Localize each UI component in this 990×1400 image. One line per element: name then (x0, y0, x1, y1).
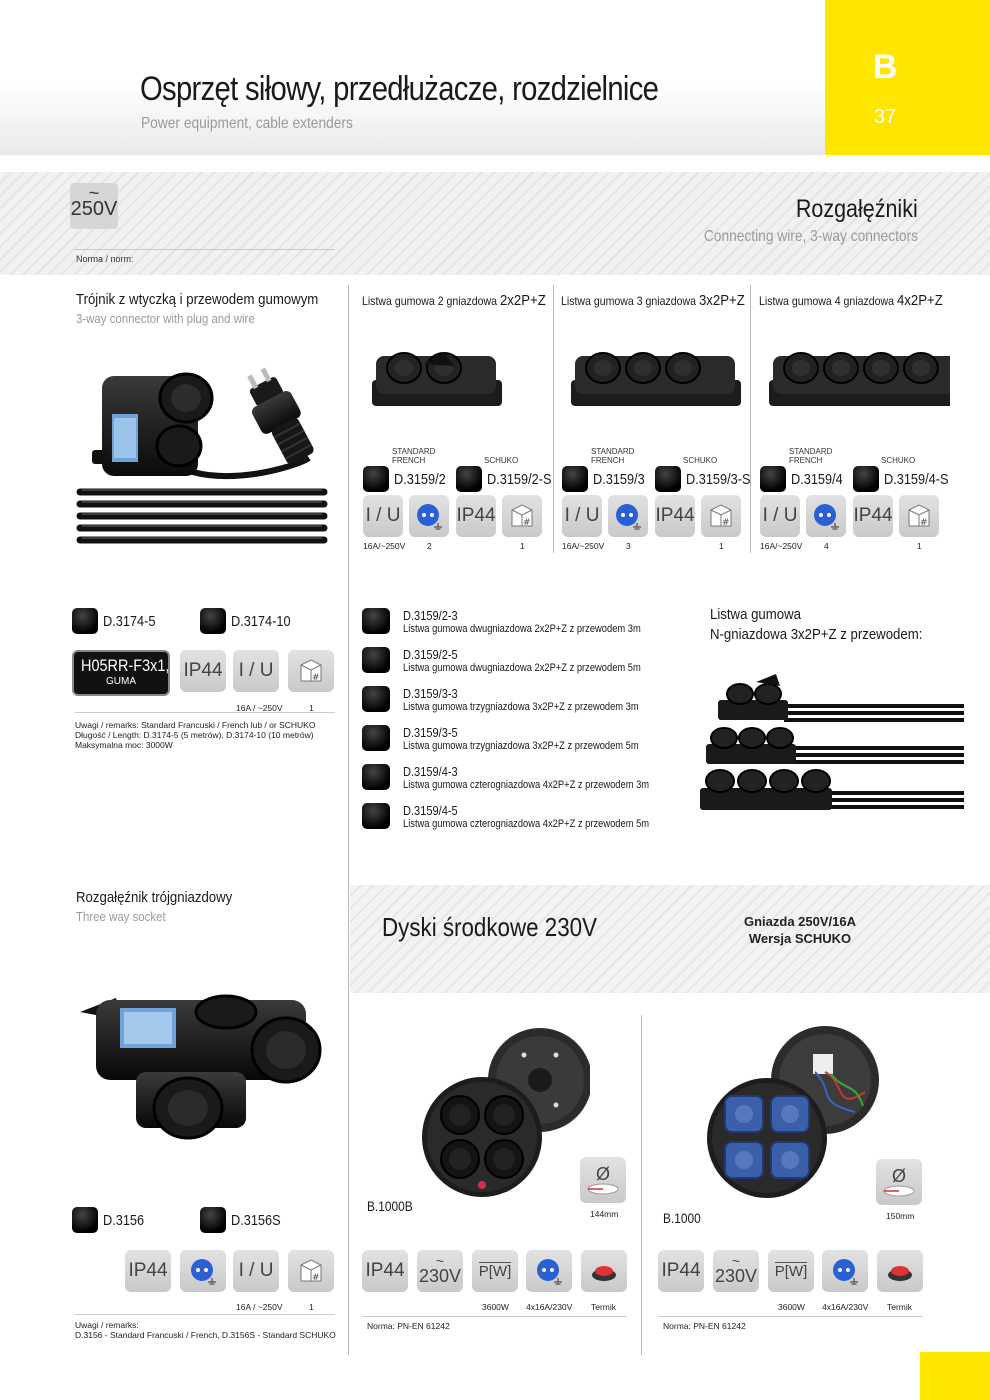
socket-spec-note: Gniazda 250V/16A Wersja SCHUKO (744, 914, 856, 946)
voltage-current-icon: I / U (233, 650, 279, 692)
strip-title: Listwa gumowa 2 gniazdowa 2x2P+Z (362, 292, 546, 309)
code-swatch (456, 466, 482, 492)
product-code: D.3159/4 (760, 466, 852, 492)
column-divider (641, 1015, 642, 1355)
grounded-socket-icon (180, 1250, 226, 1292)
power-value: 3600W (482, 1302, 509, 1312)
page-subtitle: Power equipment, cable extenders (141, 115, 353, 132)
voltage-icon: ~ 230V (713, 1250, 759, 1292)
voltage-current-icon: I / U (363, 495, 403, 537)
product-code: D.3159/3-S (655, 466, 762, 492)
norma-value: Norma: PN-EN 61242 (367, 1321, 450, 1331)
socket-spec: 4x16A/230V (526, 1302, 573, 1312)
standard-label: STANDARD FRENCH (591, 447, 635, 465)
code-swatch (655, 466, 681, 492)
trojnik-photo (74, 358, 332, 552)
column-divider (553, 285, 554, 553)
pack-value: 1 (309, 1302, 314, 1312)
divider (75, 712, 335, 713)
package-icon (701, 495, 741, 537)
svg-text:#: # (312, 673, 320, 683)
termik-label: Termik (591, 1302, 617, 1312)
disc-photo-b1000 (705, 1022, 880, 1200)
code-swatch (72, 608, 98, 634)
product-code: B.1000 (663, 1210, 701, 1226)
product-code: D.3174-5 (72, 608, 165, 634)
socket-spec: 4x16A/230V (822, 1302, 869, 1312)
rating-value: 16A / ~250V (236, 1302, 283, 1312)
product-code: D.3156S (200, 1207, 289, 1233)
product-subtitle: 3-way connector with plug and wire (76, 311, 255, 326)
schuko-label: SCHUKO (881, 456, 916, 465)
package-icon (899, 495, 939, 537)
code-swatch (853, 466, 879, 492)
rating-value: 16A/~250V (363, 541, 406, 551)
divider (75, 1314, 335, 1315)
cable-type-badge: H05RR-F3x1,5 GUMA (72, 650, 170, 696)
remarks: Uwagi / remarks: Standard Francuski / French lub / or SCHUKO Długość / Length: D.3174-5 (5 metrów), D.3174-10 (10 metrów) Maksymalna moc: 3000W (75, 720, 316, 750)
code-swatch (362, 686, 390, 712)
voltage-badge (70, 183, 118, 229)
product-title: Trójnik z wtyczką i przewodem gumowym (76, 291, 319, 308)
product-title: Rozgałęźnik trójgniazdowy (76, 889, 233, 906)
tilde-icon: ~ (731, 1253, 741, 1269)
power-icon: P[W] (472, 1250, 518, 1292)
divider (75, 249, 335, 250)
code-swatch (362, 647, 390, 673)
tilde-icon: ~ (88, 183, 100, 203)
grounded-socket-icon (608, 495, 648, 537)
rating-value: 16A/~250V (760, 541, 803, 551)
code-swatch (362, 764, 390, 790)
code-swatch (760, 466, 786, 492)
norma-value: Norma: PN-EN 61242 (663, 1321, 746, 1331)
ip-rating-icon: IP44 (655, 495, 695, 537)
grounded-socket-icon (409, 495, 449, 537)
diameter-icon: Ø (580, 1157, 626, 1203)
section-title: Rozgałęźniki (796, 195, 918, 223)
product-code: D.3159/2 (363, 466, 455, 492)
wired-strips-photo (698, 668, 966, 840)
svg-text:#: # (722, 518, 730, 528)
page-corner-tab (920, 1352, 990, 1400)
pack-value: 1 (520, 541, 525, 551)
ip-rating-icon: IP44 (853, 495, 893, 537)
grounded-socket-icon (822, 1250, 868, 1292)
pack-value: 1 (309, 703, 314, 713)
three-way-socket-photo (76, 990, 332, 1150)
pack-value: 1 (917, 541, 922, 551)
voltage-current-icon: I / U (562, 495, 602, 537)
product-code: D.3159/2-S (456, 466, 563, 492)
divider (362, 1316, 627, 1317)
voltage-current-icon: I / U (233, 1250, 279, 1292)
divider (658, 1316, 923, 1317)
rating-value: 16A / ~250V (236, 703, 283, 713)
tilde-icon: ~ (435, 1253, 445, 1269)
code-swatch (363, 466, 389, 492)
power-icon: P[W] (768, 1250, 814, 1292)
package-icon (288, 1250, 334, 1292)
diameter-value: 150mm (886, 1211, 915, 1221)
product-code: D.3156 (72, 1207, 151, 1233)
product-code: D.3174-10 (200, 608, 301, 634)
ip-rating-icon: IP44 (125, 1250, 171, 1292)
pack-value: 1 (719, 541, 724, 551)
ip-rating-icon: IP44 (180, 650, 226, 692)
strip-photo (567, 340, 752, 415)
ip-rating-icon: IP44 (658, 1250, 704, 1292)
code-swatch (562, 466, 588, 492)
grounded-socket-icon (526, 1250, 572, 1292)
schuko-label: SCHUKO (683, 456, 718, 465)
ip-rating-icon: IP44 (456, 495, 496, 537)
standard-label: STANDARD FRENCH (789, 447, 833, 465)
svg-text:#: # (523, 518, 531, 528)
page-number: 37 (873, 106, 897, 128)
socket-count: 4 (824, 541, 829, 551)
socket-count: 3 (626, 541, 631, 551)
section-subtitle: Connecting wire, 3-way connectors (703, 228, 918, 245)
column-divider (750, 285, 751, 553)
strip-photo (368, 340, 553, 415)
norma-label: Norma / norm: (76, 254, 134, 264)
product-subtitle: Three way socket (76, 909, 166, 924)
strip-title: Listwa gumowa 4 gniazdowa 4x2P+Z (759, 292, 943, 309)
power-value: 3600W (778, 1302, 805, 1312)
voltage-icon: ~ 230V (417, 1250, 463, 1292)
product-code: D.3159/4-S (853, 466, 960, 492)
strip-title: Listwa gumowa 3 gniazdowa 3x2P+Z (561, 292, 745, 309)
thermal-switch-icon (877, 1250, 923, 1292)
code-swatch (200, 1207, 226, 1233)
wired-strip-heading: Listwa gumowa N-gniazdowa 3x2P+Z z przewodem: (710, 606, 923, 643)
rating-value: 16A/~250V (562, 541, 605, 551)
socket-count: 2 (427, 541, 432, 551)
column-divider (348, 285, 349, 1355)
chapter-letter: B (872, 48, 898, 86)
voltage-current-icon: I / U (760, 495, 800, 537)
grounded-socket-icon (806, 495, 846, 537)
thermal-switch-icon (581, 1250, 627, 1292)
code-swatch (362, 608, 390, 634)
code-swatch (72, 1207, 98, 1233)
svg-text:#: # (312, 1273, 320, 1283)
schuko-label: SCHUKO (484, 456, 519, 465)
package-icon (502, 495, 542, 537)
code-swatch (200, 608, 226, 634)
standard-label: STANDARD FRENCH (392, 447, 436, 465)
code-swatch (362, 803, 390, 829)
page-title: Osprzęt siłowy, przedłużacze, rozdzielnice (140, 70, 659, 108)
package-icon (288, 650, 334, 692)
code-swatch (362, 725, 390, 751)
strip-photo (765, 340, 950, 415)
termik-label: Termik (887, 1302, 913, 1312)
product-code: D.3159/3 (562, 466, 654, 492)
diameter-icon: Ø (876, 1159, 922, 1205)
section-title: Dyski środkowe 230V (382, 912, 597, 942)
ip-rating-icon: IP44 (362, 1250, 408, 1292)
product-code: B.1000B (367, 1198, 413, 1214)
disc-photo-b1000b (420, 1025, 590, 1200)
diameter-value: 144mm (590, 1209, 619, 1219)
svg-text:#: # (920, 518, 928, 528)
voltage-value: 250V (70, 198, 118, 220)
remarks: Uwagi / remarks: D.3156 - Standard Francuski / French, D.3156S - Standard SCHUKO (75, 1320, 336, 1340)
